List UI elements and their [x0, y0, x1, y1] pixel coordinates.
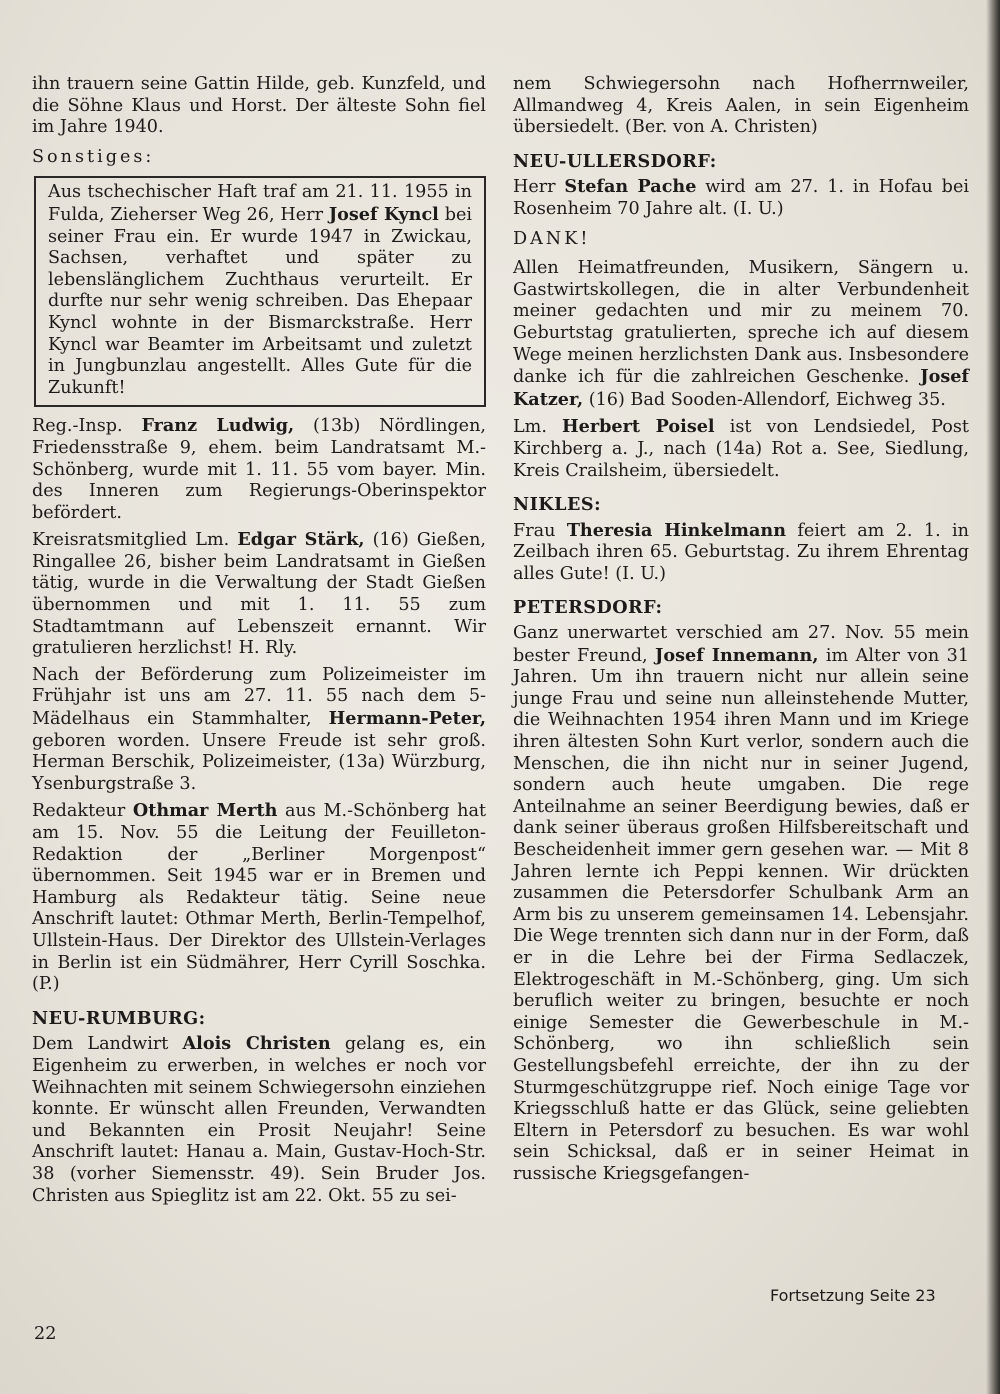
person-name: Herbert Poisel [562, 416, 715, 438]
text-run: Kreisratsmitglied Lm. [32, 530, 238, 551]
article-paragraph [32, 665, 486, 796]
article-paragraph [513, 258, 969, 411]
section-heading-sonstiges: Sonstiges: [32, 146, 155, 167]
article-paragraph [32, 415, 486, 524]
text-run: wird am 27. 1. in Hofau bei Rosenheim 70 Jahre alt. (I. U.) [513, 177, 969, 219]
section-heading-petersdorf: PETERSDORF: [513, 597, 663, 619]
person-name: Alois Christen [182, 1033, 331, 1055]
text-run: Lm. [513, 417, 563, 438]
text-run: bei seiner Frau ein. Er wurde 1947 in Zwickau, Sachsen, verhaftet und später zu lebenslänglichem Zuchthaus verurteilt. Er durfte nur sehr wenig schreiben. Das Ehepaar Kyncl wohnte in der Bismarckstraße. Herr Kyncl war Beamter im Arbeitsamt und zuletzt in Jungbunzlau angestellt. Alles Gute für die Zukunft! [48, 204, 472, 398]
person-name: Franz Ludwig, [141, 415, 295, 437]
text-run: ist von Lendsiedel, Post Kirchberg a. J., nach (14a) Rot a. See, Siedlung, Kreis Crailsheim, übersiedelt. [513, 417, 969, 481]
text-run: Frau [513, 520, 567, 541]
text-run: im Alter von 31 Jahren. Um ihn trauern nicht nur allein seine junge Frau und seine nun alleinstehende Mutter, die Weihnachten 1954 ihren Mann und im Kriege ihren ältesten Sohn Kurt verlor, sondern auch die Menschen, die ihn nicht nur in seiner Jugend, sondern auch heute umgaben. Die rege Anteilnahme an seiner Beerdigung bewies, daß er dank seiner überaus großen Hilfsbereitschaft und Bescheidenheit immer gern gesehen war. — Mit 8 Jahren lernte ich Peppi kennen. Wir drückten zusammen die Petersdorfer Schulbank Arm an Arm bis zu unserem gemeinsamen 14. Lebensjahr. Die Wege trennten sich dann nur in der Form, daß er in die Lehre bei der Firma Sedlaczek, Elektrogeschäft in M.-Schönberg, ging. Um sich beruflich weiter zu bringen, besuchte er noch einige Semester die Gewerbeschule in M.-Schönberg, wo ihn schließlich sein Gestellungsbefehl erreichte, der ihn zu der Sturmgeschützgruppe rief. Noch einige Tage vor Kriegsschluß hatte er das Glück, seine geliebten Eltern in Petersdorf zu besuchen. Es war wohl sein Schicksal, daß er in seiner Heimat in russische Kriegsgefangen- [513, 645, 970, 1184]
person-name: Josef Katzer, [513, 366, 969, 410]
text-run: Reg.-Insp. [32, 416, 142, 437]
article-paragraph [32, 800, 486, 995]
text-run: Dem Landwirt [32, 1034, 183, 1055]
intro-paragraph: ihn trauern seine Gattin Hilde, geb. Kunzfeld, und die Söhne Klaus und Horst. Der älteste Sohn fiel im Jahre 1940. [32, 74, 486, 138]
article-paragraph [32, 529, 486, 660]
person-name: Hermann-Peter, [328, 708, 486, 730]
person-name: Stefan Pache [564, 176, 697, 198]
section-heading-neu-ullersdorf: NEU-ULLERSDORF: [513, 150, 717, 172]
text-run: aus M.-Schönberg hat am 15. Nov. 55 die Leitung der Feuilleton-Redaktion der „Berliner Morgenpost“ übernommen. Seit 1945 war er in Bremen und Hamburg als Redakteur tätig. Seine neue Anschrift lautet: Othmar Merth, Berlin-Tempelhof, Ullstein-Haus. Der Direktor des Ullstein-Verlages in Berlin ist ein Südmährer, Herr Cyrill Soschka. (P.) [32, 801, 487, 995]
section-heading-nikles: NIKLES: [513, 494, 602, 516]
section-heading-neu-rumburg: NEU-RUMBURG: [32, 1007, 206, 1029]
section-heading-dank: DANK! [513, 228, 591, 249]
article-paragraph: nem Schwiegersohn nach Hofherrnweiler, Allmandweg 4, Kreis Aalen, in sein Eigenheim übersiedelt. (Ber. von A. Christen) [513, 74, 969, 138]
page-number: 22 [34, 1324, 57, 1344]
text-run: Redakteur [32, 801, 133, 822]
continuation-note: Fortsetzung Seite 23 [770, 1286, 936, 1305]
page-edge-shadow [986, 0, 1000, 1394]
text-run: Allen Heimatfreunden, Musikern, Sängern u. Gastwirtskollegen, die in alter Verbundenheit meiner gedachten und mir zu meinem 70. Geburtstag gratulierten, spreche ich auf diesem Wege meinen herzlichsten Dank aus. Insbesondere danke ich für die zahlreichen Geschenke. [513, 258, 969, 388]
article-paragraph [32, 1033, 486, 1207]
text-run: Ganz unerwartet verschied am 27. Nov. 55 mein bester Freund, [513, 623, 969, 666]
text-run: Nach der Beförderung zum Polizeimeister im Frühjahr ist uns am 27. 11. 55 nach dem 5-Mädelhaus ein Stammhalter, [32, 664, 486, 730]
boxed-notice [34, 176, 486, 407]
text-run: Aus tschechischer Haft traf am 21. 11. 1955 in Fulda, Zieherser Weg 26, Herr [48, 182, 472, 225]
text-run: gelang es, ein Eigenheim zu erwerben, in welches er noch vor Weihnachten mit seinem Schwiegersohn einziehen konnte. Er wünscht allen Freunden, Verwandten und Bekannten ein Prosit Neujahr! Seine Anschrift lautet: Hanau a. Main, Gustav-Hoch-Str. 38 (vorher Siemensstr. 49). Sein Bruder Jos. Christen aus Spieglitz ist am 22. Okt. 55 zu sei- [32, 1034, 486, 1206]
text-run: Herr [513, 177, 565, 198]
text-run: feiert am 2. 1. in Zeilbach ihren 65. Geburtstag. Zu ihrem Ehrentag alles Gute! (I. U.) [513, 520, 970, 584]
article-paragraph [513, 416, 969, 482]
text-run: (16) Bad Sooden-Allendorf, Eichweg 35. [583, 389, 946, 410]
article-paragraph [513, 176, 969, 220]
article-paragraph [513, 520, 969, 586]
person-name: Edgar Stärk, [237, 529, 365, 551]
text-run: geboren worden. Unsere Freude ist sehr groß. Herman Berschik, Polizeimeister, (13a) Würzburg, Ysenburgstraße 3. [32, 730, 486, 794]
text-run: (13b) Nördlingen, Friedensstraße 9, ehem. beim Landratsamt M.-Schönberg, wurde mit 1. 11. 55 vom bayer. Min. des Inneren zum Regierungs-Oberinspektor befördert. [32, 416, 487, 523]
person-name: Josef Kyncl [328, 203, 439, 225]
left-column [32, 74, 486, 1212]
person-name: Othmar Merth [132, 800, 278, 822]
right-column [513, 74, 969, 1191]
text-run: (16) Gießen, Ringallee 26, bisher beim Landratsamt in Gießen tätig, wurde in die Verwaltung der Stadt Gießen übernommen und mit 1. 11. 55 zum Stadtamtmann auf Lebenszeit ernannt. Wir gratulieren herzlichst! H. Rly. [32, 530, 486, 659]
person-name: Josef Innemann, [655, 644, 819, 666]
article-paragraph [513, 623, 969, 1185]
boxed-notice-text [48, 182, 472, 399]
person-name: Theresia Hinkelmann [566, 519, 787, 541]
